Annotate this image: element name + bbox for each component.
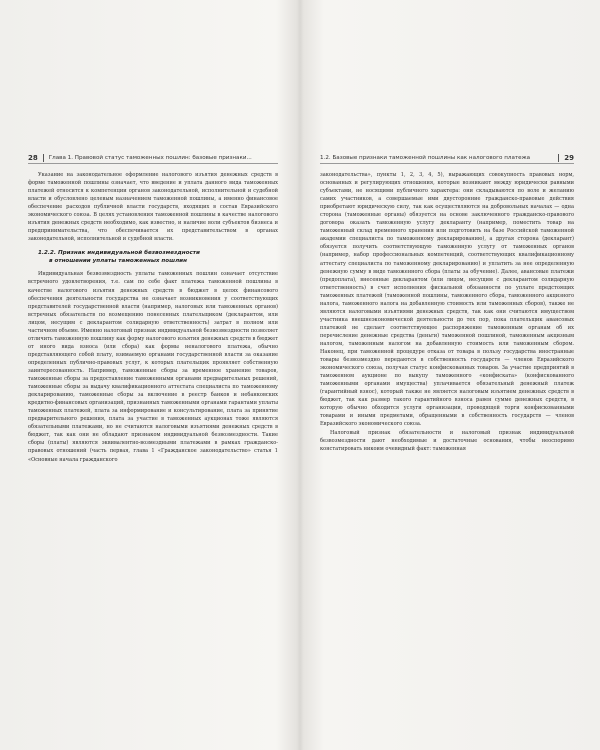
running-title: 1.2. Базовые признаки таможенной пошлины как налогового платежа	[320, 155, 531, 161]
divider	[43, 154, 44, 162]
running-title: Глава 1. Правовой статус таможенных пошлин: базовые признаки...	[48, 155, 252, 161]
paragraph: законодательства», пункты 1, 2, 3, 4, 5), выражающих совокупность правовых норм, основанных и регулирующих отношения, которые возникают между юридически равными субъектами, не носящими публичного характера: они складываются по воле и желанию самих участников, а совершаемые ими двусторонние гражданско-правовые действия приобретают юридическую силу, так как осуществляются на добровольных началах — одна сторона (таможенные органы) обязуется на основе заключенного гражданско-правового договора оказать таможенную услугу декларанту (например, поместить товар на таможенный склад временного хранения или подготовить на базе Российской таможенной академии специалиста по таможенному декларированию), а другая сторона (декларант) обязуется получить соответствующую таможенную услугу от таможенных органов (например, набор профессиональных компетенций, соответствующих квалификационному аттестату специалиста по таможенному декларированию) и уплатить за нее определенную денежную сумму в виде таможенного сбора (платы за обучение). Далее, авансовые платежи (предоплата), внесенные декларантом (или лицом, несущим с декларантом солидарную ответственность) в счет исполнения фискальной обязанности по уплате предстоящих таможенных платежей (таможенной пошлины, таможенного сбора, таможенного акцизного налога, таможенного налога на добавленную стоимость или таможенных сборов), также не являются налоговыми изъятиями денежных средств, так как они считаются имуществом участника внешнеэкономической деятельности до тех пор, пока плательщик авансовых платежей не сделает соответствующее распоряжение таможенным органам об их перечисление денежные средства (деньги) таможенной пошлиной, таможенным акцизным налогом, таможенным налогом на добавленную стоимость или таможенным сбором. Наконец, при таможенной процедуре отказа от товара в пользу государства иностранные товары безвозмездно передаются в собственность государств — членов Евразийского экономического союза, получая статус конфискованных товаров. За участие предприятий в таможенном аукционе по выкупу таможенного «конфиската» (конфискованного таможенными органами имущества) уплачивается обязательный денежный платеж (гарантийный взнос), который также не является налоговым изъятием денежных средств в бюджет, так как размер такого гарантийного взноса равен сумме денежных средств, в которую обычно обходится услуги организации, проводящей торги конфискованными товарами и иными предметами, обращенными в собственность государств — членов Евразийского экономического союза.	[320, 172, 574, 428]
running-head-right	[320, 154, 574, 164]
right-page	[320, 154, 574, 453]
paragraph: Индивидуальная безвозмездность уплаты таможенных пошлин означает отсутствие встречного удовлетворения, т.е. сам по себе факт платежа таможенной пошлины в качестве налогового изъятия денежных средств в бюджет в целях финансового обеспечения деятельности государства не означает возникновения у соответствующих представителей государственной власти (например, налоговых или таможенных органов) встречных обязательств по возмещению понесенных плательщиком (декларантом, или лицом, несущим с декларантом солидарную ответственность) затрат в полном или частичном объеме. Именно налоговый признак индивидуальной безвозмездности позволяет отличить таможенную пошлину как форму налогового изъятия денежных средств в бюджет от иного вида взноса (или сбора) как формы неналогового платежа, обычно представляющего собой плату, взимаемую органами государственной власти за оказание определенных публично-правовых услуг, к которых плательщик проявляет собственную заинтересованность. Например, таможенные сборы за временное хранение товаров, таможенные сборы за предоставление таможенными органами предварительных решений, таможенные сборы за выдачу квалификационного аттестата специалиста по таможенному декларированию, таможенные сборы за включение в реестр банков и небанковских кредитно-финансовых организаций, признанных таможенными органами гарантами уплаты таможенных платежей, плата за информирование и консультирование, плата за принятие предварительного решения, плата за участие в таможенных аукционах тоже являются обязательными платежами, но не считаются налоговыми изъятиями денежных средств в бюджет, так как они не обладают признаком индивидуальной безвозмездности. Такие сборы (платы) являются эквивалентно-возмездными платежами в рамках гражданско-правовых отношений (часть первая, глава 1 «Гражданское законодательство» статья 1 «Основные начала гражданского	[28, 271, 278, 463]
running-head-left	[28, 154, 278, 164]
paragraph: Указание на законодательное оформление налогового изъятия денежных средств в форме таможенной пошлины означает, что введение и уплата данного вида таможенных платежей относится к компетенции органов законодательной, исполнительной и судебной власти и обусловлено целевым назначением таможенной пошлины, а именно финансовое обеспечение расходов публичной власти государств, входящих в состав Евразийского экономического союза. В целях установления таможенной пошлины в качестве налогового изъятия денежных средств необходимо, как известно, и наличие воли субъектов бизнеса и предпринимательства, что обеспечивается их представительством в органах законодательной, исполнительной и судебной власти.	[28, 172, 278, 243]
page-number: 29	[564, 154, 574, 162]
section-heading-line: 1.2.2. Признак индивидуальной безвозмездности	[38, 250, 200, 257]
right-body	[320, 171, 574, 453]
section-heading-line: в отношении уплаты таможенных пошлин	[49, 258, 187, 265]
section-heading	[38, 249, 278, 265]
page-number: 28	[28, 154, 38, 162]
left-page	[28, 154, 278, 464]
left-body	[28, 171, 278, 464]
paragraph: Налоговый признак обязательности и налоговый признак индивидуальной безвозмездности дают необходимые и достаточные основания, чтобы неоспоримо констатировать никоим очевидный факт: таможенная	[320, 429, 574, 452]
divider	[558, 154, 559, 162]
